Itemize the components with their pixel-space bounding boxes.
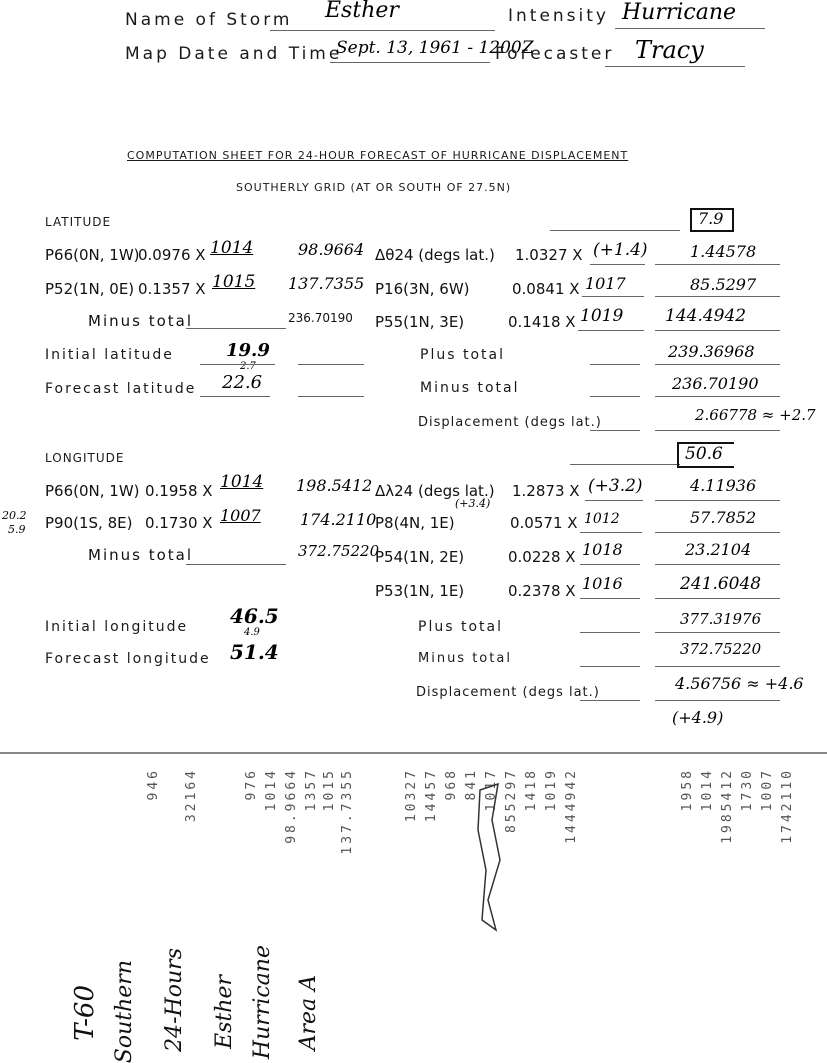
lat-p55-input: 1019 xyxy=(580,306,624,326)
map-date-value: Sept. 13, 1961 - 1200Z xyxy=(336,38,534,58)
lat-delta-coef: 1.0327 X xyxy=(515,246,583,264)
lat-minus2-label: Minus total xyxy=(420,380,520,396)
forecaster-value: Tracy xyxy=(635,36,704,64)
tape-column: 10327 xyxy=(404,768,419,823)
lon-initial-value: 46.5 xyxy=(230,604,279,628)
tape-column: 32164 xyxy=(184,768,199,823)
tape-column: 1742110 xyxy=(780,768,795,844)
lon-displacement-value: 4.56756 ≈ +4.6 xyxy=(675,674,804,693)
tape-column: 1007 xyxy=(760,768,775,812)
lat-p55-result: 144.4942 xyxy=(665,306,747,326)
lon-p8-input: 1012 xyxy=(584,511,620,527)
lon-p90-coef: 0.1730 X xyxy=(145,514,213,532)
margin-southern: Southern xyxy=(112,960,137,1063)
margin-note-b: 5.9 xyxy=(8,523,26,536)
lon-p54-label: P54(1N, 2E) xyxy=(375,548,465,566)
tape-column: 976 xyxy=(244,768,259,801)
lon-p53-label: P53(1N, 1E) xyxy=(375,582,465,600)
sheet-subtitle: SOUTHERLY GRID (AT OR SOUTH OF 27.5N) xyxy=(236,181,512,194)
margin-t60: T-60 xyxy=(70,985,100,1041)
tape-column: 1017 xyxy=(484,768,499,812)
longitude-boxed-text: 50.6 xyxy=(685,444,723,464)
scribble-mark xyxy=(470,780,510,940)
margin-area: Area A xyxy=(296,975,321,1051)
lat-minus-value: 236.70190 xyxy=(288,311,353,325)
tape-column: 14457 xyxy=(424,768,439,823)
lon-p8-result: 57.7852 xyxy=(690,508,757,527)
tape-column: 855297 xyxy=(504,768,519,833)
lon-minus-label: Minus total xyxy=(88,546,194,564)
tape-column: 1418 xyxy=(524,768,539,812)
lon-p54-coef: 0.0228 X xyxy=(508,548,576,566)
lat-initial-note: 2.7 xyxy=(240,361,256,372)
lon-delta-coef: 1.2873 X xyxy=(512,482,580,500)
tape-column: 946 xyxy=(146,768,161,801)
tape-column: 1014 xyxy=(700,768,715,812)
lon-p54-result: 23.2104 xyxy=(685,540,752,559)
latitude-boxed-text: 7.9 xyxy=(698,209,724,228)
lon-minus-value: 372.75220 xyxy=(298,542,380,560)
tape-column: 1019 xyxy=(544,768,559,812)
sheet-title: COMPUTATION SHEET FOR 24-HOUR FORECAST OF HURRICANE DISPLACEMENT xyxy=(127,149,629,162)
tape-column: 1985412 xyxy=(720,768,735,844)
lat-p55-coef: 0.1418 X xyxy=(508,313,576,331)
lon-delta-label: Δλ24 (degs lat.) xyxy=(375,482,495,500)
lon-p8-label: P8(4N, 1E) xyxy=(375,514,455,532)
lon-plus-value: 377.31976 xyxy=(680,610,762,628)
lat-initial-value: 19.9 xyxy=(226,340,270,361)
lon-p66-label: P66(0N, 1W) xyxy=(45,482,140,500)
lon-p66-input: 1014 xyxy=(220,472,264,492)
latitude-boxed-value xyxy=(690,208,734,232)
lon-initial-label: Initial longitude xyxy=(45,619,189,635)
lon-delta-input: (+3.2) xyxy=(588,476,643,496)
lon-p8-coef: 0.0571 X xyxy=(510,514,578,532)
map-date-label: Map Date and Time xyxy=(125,44,343,64)
lat-p16-input: 1017 xyxy=(585,274,626,293)
lon-p66-result: 198.5412 xyxy=(296,476,373,495)
tape-column: 1444942 xyxy=(564,768,579,844)
lat-p66-coef: 0.0976 X xyxy=(138,246,206,264)
lat-delta-input: (+1.4) xyxy=(593,240,648,260)
margin-hurricane: Hurricane xyxy=(250,945,275,1060)
lon-p53-input: 1016 xyxy=(582,574,623,593)
tape-column: 1357 xyxy=(304,768,319,812)
page-divider xyxy=(0,752,827,754)
intensity-label: Intensity xyxy=(508,6,609,26)
lon-initial-note: 4.9 xyxy=(244,627,260,638)
lon-minus2-label: Minus total xyxy=(418,651,512,666)
lat-initial-label: Initial latitude xyxy=(45,347,174,363)
lat-plus-label: Plus total xyxy=(420,347,505,363)
lon-p54-input: 1018 xyxy=(582,540,623,559)
lat-displacement-value: 2.66778 ≈ +2.7 xyxy=(695,406,816,424)
forecaster-label: Forecaster xyxy=(495,44,615,64)
margin-esther: Esther xyxy=(212,975,237,1049)
lon-p90-label: P90(1S, 8E) xyxy=(45,514,133,532)
lat-p52-result: 137.7355 xyxy=(288,274,365,293)
lat-forecast-label: Forecast latitude xyxy=(45,381,197,397)
lon-delta-result: 4.11936 xyxy=(690,476,757,495)
latitude-heading: LATITUDE xyxy=(45,215,112,229)
margin-24-hours: 24-Hours xyxy=(162,948,187,1052)
tape-column: 841 xyxy=(464,768,479,801)
lat-minus-label: Minus total xyxy=(88,312,194,330)
lon-minus2-value: 372.75220 xyxy=(680,640,762,658)
tape-column: 1958 xyxy=(680,768,695,812)
lat-p66-input: 1014 xyxy=(210,238,254,258)
lat-delta-label: Δθ24 (degs lat.) xyxy=(375,246,495,264)
lat-p66-result: 98.9664 xyxy=(298,240,365,259)
lon-plus-label: Plus total xyxy=(418,619,503,635)
longitude-boxed-value xyxy=(677,442,734,468)
tape-column: 1014 xyxy=(264,768,279,812)
lon-forecast-label: Forecast longitude xyxy=(45,651,211,667)
lon-delta-note: (+3.4) xyxy=(455,497,491,510)
intensity-value: Hurricane xyxy=(622,0,737,25)
storm-name-label: Name of Storm xyxy=(125,10,293,30)
lat-displacement-label: Displacement (degs lat.) xyxy=(418,415,602,430)
tape-column: 98.9664 xyxy=(284,768,299,844)
lon-p66-coef: 0.1958 X xyxy=(145,482,213,500)
lon-p53-result: 241.6048 xyxy=(680,574,762,594)
lon-p53-coef: 0.2378 X xyxy=(508,582,576,600)
lon-p90-input: 1007 xyxy=(220,506,261,525)
lat-p16-result: 85.5297 xyxy=(690,275,757,294)
lat-p55-label: P55(1N, 3E) xyxy=(375,313,465,331)
tape-column: 1015 xyxy=(322,768,337,812)
lat-p66-label: P66(0N, 1W) xyxy=(45,246,140,264)
lat-p52-label: P52(1N, 0E) xyxy=(45,280,135,298)
lat-p52-coef: 0.1357 X xyxy=(138,280,206,298)
lat-p16-coef: 0.0841 X xyxy=(512,280,580,298)
lon-displacement-label: Displacement (degs lat.) xyxy=(416,685,600,700)
lon-forecast-value: 51.4 xyxy=(230,640,279,664)
margin-note-a: 20.2 xyxy=(2,509,27,522)
lat-delta-result: 1.44578 xyxy=(690,242,757,261)
tape-column: 1730 xyxy=(740,768,755,812)
lat-p16-label: P16(3N, 6W) xyxy=(375,280,470,298)
lat-plus-value: 239.36968 xyxy=(668,342,755,361)
tape-column: 968 xyxy=(444,768,459,801)
longitude-heading: LONGITUDE xyxy=(45,451,125,465)
lon-final-note: (+4.9) xyxy=(672,708,724,727)
tape-column: 137.7355 xyxy=(340,768,355,855)
lat-minus2-value: 236.70190 xyxy=(672,374,759,393)
lon-p90-result: 174.2110 xyxy=(300,510,377,529)
storm-name-value: Esther xyxy=(325,0,399,23)
lat-p52-input: 1015 xyxy=(212,272,256,292)
lat-forecast-value: 22.6 xyxy=(222,372,263,393)
